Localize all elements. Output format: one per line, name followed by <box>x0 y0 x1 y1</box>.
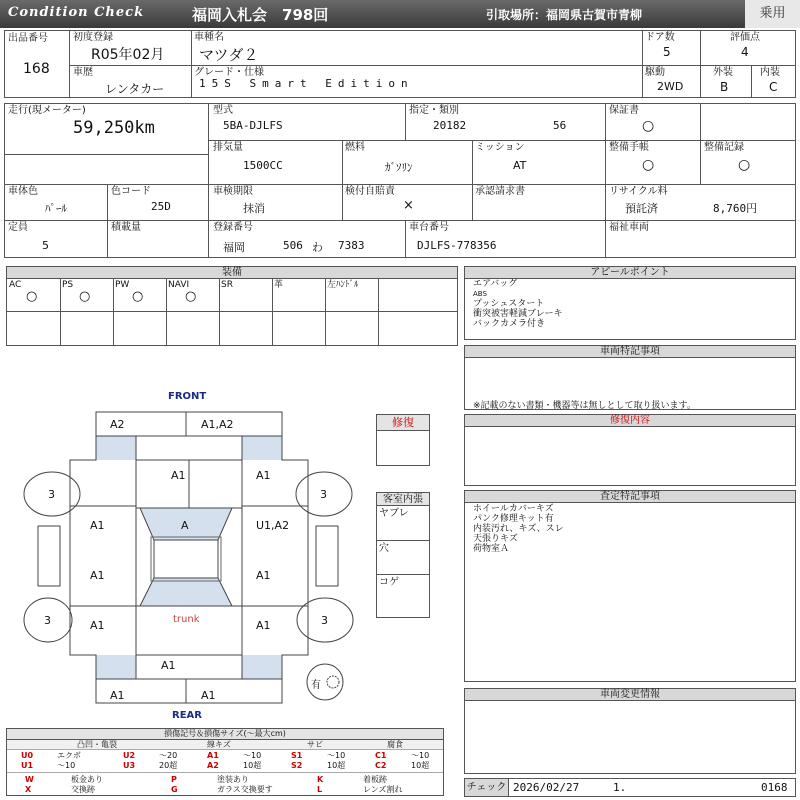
maint-book-label: 整備手帳 <box>609 142 649 153</box>
maint-book-value: ○ <box>642 157 655 173</box>
equipment-label: 革 <box>274 280 284 290</box>
legend-code: W <box>25 775 34 784</box>
chassis-value: DJLFS-778356 <box>417 239 497 252</box>
panel-roof: A <box>181 519 189 532</box>
doors-label: ドア数 <box>645 32 675 43</box>
plate-label: 登録番号 <box>213 222 253 233</box>
legend-desc: 〜10 <box>243 751 262 760</box>
legend-code: U0 <box>21 751 34 760</box>
appeal-line: バックカメラ付き <box>473 319 546 329</box>
interior-label: 内装 <box>760 67 780 78</box>
appeal-line: ABS <box>473 290 487 298</box>
capacity-label: 定員 <box>8 222 28 233</box>
rear-label: REAR <box>172 710 202 721</box>
assessment-title: 査定特記事項 <box>465 491 795 503</box>
approval-label: 承認請求書 <box>475 186 525 197</box>
warranty-label: 保証書 <box>609 105 639 116</box>
legend-code: S2 <box>291 761 303 770</box>
displacement-label: 排気量 <box>213 142 243 153</box>
displacement-value: 1500CC <box>243 159 283 172</box>
lot-number: 168 <box>23 61 50 77</box>
changes-title: 車両変更情報 <box>465 689 795 701</box>
legend-code: P <box>171 775 177 784</box>
legend-desc: 20超 <box>159 761 178 770</box>
tire-front-right: 3 <box>320 488 327 501</box>
appeal-title: アピールポイント <box>465 267 795 279</box>
legend-code: U2 <box>123 751 136 760</box>
legend-desc: 板金あり <box>71 775 103 784</box>
color-code-value: 25D <box>151 200 171 213</box>
auction-title: 福岡入札会 798回 <box>192 6 329 24</box>
assessment-line: 荷物室Ａ <box>473 544 510 554</box>
legend-title: 損傷記号＆損傷サイズ(〜最大cm) <box>7 729 443 740</box>
recycle-label: リサイクル料 <box>609 186 668 197</box>
maint-record-label: 整備記録 <box>704 142 744 153</box>
legend-desc: 10超 <box>327 761 346 770</box>
has-label: 有 <box>311 680 321 691</box>
legend-header: 凸凹・亀裂 <box>77 740 117 749</box>
legend-code: C2 <box>375 761 387 770</box>
legend-code: U1 <box>21 761 34 770</box>
equipment-label: 左ﾊﾝﾄﾞﾙ <box>327 280 359 290</box>
appeal-line: プッシュスタート <box>473 299 545 309</box>
panel-right-front: U1,A2 <box>256 519 290 532</box>
recycle-fee: 8,760円 <box>713 202 758 215</box>
model-value: マツダ２ <box>199 46 259 64</box>
equipment-title: 装備 <box>7 267 457 279</box>
legend-code: A2 <box>207 761 219 770</box>
equipment-value: ○ <box>132 289 144 304</box>
brand-title: Condition Check <box>8 5 145 20</box>
type-value: 5BA-DJLFS <box>223 119 283 132</box>
front-label: FRONT <box>168 391 207 402</box>
check-label: チェック <box>465 779 509 796</box>
equipment-label: NAVI <box>168 280 190 290</box>
legend-desc: 塗装あり <box>217 775 249 784</box>
legend-code: U3 <box>123 761 136 770</box>
capacity-value: 5 <box>42 239 49 252</box>
recycle-status: 預託済 <box>625 202 658 215</box>
appeal-line: 衝突被害軽減ブレーキ <box>473 309 563 319</box>
fuel-label: 燃料 <box>345 142 365 153</box>
trunk-label: trunk <box>173 614 200 625</box>
mileage-value: 59,250km <box>73 118 155 138</box>
panel-front-right: A1,A2 <box>201 418 234 431</box>
assessment-line: 天張りキズ <box>473 534 518 544</box>
legend-code: L <box>317 785 323 794</box>
legend-desc: 10超 <box>411 761 430 770</box>
legend-header: 線キズ <box>207 740 231 749</box>
panel-hood-right: A1 <box>256 469 271 482</box>
panel-right-rear: A1 <box>256 619 271 632</box>
plate-area: 福岡 <box>223 241 245 254</box>
special-title: 車両特記事項 <box>465 346 795 358</box>
legend-header: サビ <box>307 740 323 749</box>
exterior-value: B <box>720 80 729 94</box>
cabin-item-tear: ヤブレ <box>379 508 409 519</box>
legend-code: S1 <box>291 751 303 760</box>
pickup-location: 引取場所：福岡県古賀市青柳 <box>486 8 643 22</box>
panel-left-rear: A1 <box>90 619 105 632</box>
color-code-label: 色コード <box>111 186 151 197</box>
mission-label: ミッション <box>475 142 525 153</box>
check-num: 1. <box>613 781 627 794</box>
rating-label: 評価点 <box>730 32 760 43</box>
drive-value: 2WD <box>657 80 684 93</box>
special-note: ※記載のない書類・機器等は無しとして取り扱います。 <box>473 401 696 411</box>
legend-code: K <box>317 775 324 784</box>
load-label: 積載量 <box>111 222 141 233</box>
cabin-title: 客室内張 <box>377 493 429 506</box>
tire-rear-right: 3 <box>321 614 328 627</box>
mileage-label: 走行(現メーター) <box>8 105 86 116</box>
panel-left-mid: A1 <box>90 569 105 582</box>
grade-label: グレード・仕様 <box>194 67 264 78</box>
damage-legend <box>6 728 444 796</box>
liability-label: 検付自賠責 <box>345 186 395 197</box>
legend-desc: 〜10 <box>327 751 346 760</box>
cabin-item-burn: コゲ <box>379 577 399 588</box>
color-value: ﾊﾟｰﾙ <box>45 202 67 215</box>
legend-code: C1 <box>375 751 387 760</box>
assessment-line: 内装汚れ、キズ、スレ <box>473 524 564 534</box>
repair-title: 修復内容 <box>465 415 795 427</box>
welfare-label: 福祉車両 <box>609 222 649 233</box>
drive-label: 駆動 <box>645 67 665 78</box>
liability-value: × <box>403 198 414 213</box>
check-code: 0168 <box>761 781 788 794</box>
warranty-value: ○ <box>642 118 655 134</box>
maint-record-value: ○ <box>738 157 751 173</box>
legend-header: 腐食 <box>387 740 403 749</box>
equipment-label: AC <box>9 280 22 290</box>
inspection-value: 抹消 <box>243 202 265 215</box>
equipment-label: PW <box>115 280 130 290</box>
assessment-line: ホイールカバーキズ <box>473 504 554 514</box>
legend-code: G <box>171 785 178 794</box>
legend-desc: 10超 <box>243 761 262 770</box>
legend-code: X <box>25 785 32 794</box>
history-value: レンタカー <box>105 82 165 96</box>
history-label: 車歴 <box>73 67 93 78</box>
tire-rear-left: 3 <box>44 614 51 627</box>
legend-desc: ガラス交換要す <box>217 785 273 794</box>
type-label: 型式 <box>213 105 233 116</box>
plate-no: 7383 <box>338 239 365 252</box>
model-label: 車種名 <box>194 32 224 43</box>
equipment-value: ○ <box>185 289 197 304</box>
repair-box-label: 修復 <box>377 415 429 431</box>
equipment-label: PS <box>62 280 74 290</box>
legend-desc: レンズ割れ <box>363 785 403 794</box>
first-reg-label: 初度登録 <box>73 32 113 43</box>
panel-right-mid: A1 <box>256 569 271 582</box>
appeal-line: エアバッグ <box>473 279 518 289</box>
interior-value: C <box>769 80 778 94</box>
panel-rear-right: A1 <box>201 689 216 702</box>
assessment-line: パンク修理キット有 <box>473 514 554 524</box>
legend-code: A1 <box>207 751 219 760</box>
panel-front-left: A2 <box>110 418 125 431</box>
legend-desc: エクボ <box>57 751 81 760</box>
plate-num: 506 <box>283 239 303 252</box>
panel-rear-center: A1 <box>161 659 176 672</box>
equipment-value: ○ <box>26 289 38 304</box>
panel-hood-left: A1 <box>171 469 186 482</box>
panel-rear-left: A1 <box>110 689 125 702</box>
chassis-label: 車台番号 <box>409 222 449 233</box>
exterior-label: 外装 <box>713 67 733 78</box>
cabin-item-hole: 穴 <box>379 543 389 554</box>
inspection-label: 車検期限 <box>213 186 253 197</box>
legend-desc: 〜10 <box>57 761 76 770</box>
panel-left-front: A1 <box>90 519 105 532</box>
check-date: 2026/02/27 <box>513 781 580 794</box>
equipment-value: ○ <box>79 289 91 304</box>
first-reg-value: R05年02月 <box>91 47 165 63</box>
color-label: 車体色 <box>8 186 38 197</box>
legend-desc: 交換跡 <box>71 785 95 794</box>
grade-value: 15S Smart Edition <box>199 77 414 90</box>
equipment-label: SR <box>221 280 233 290</box>
mission-value: AT <box>513 159 527 172</box>
legend-desc: 着板跡 <box>363 775 387 784</box>
class-value: 56 <box>553 119 567 132</box>
category-badge: 乗用 <box>745 0 800 28</box>
designation-value: 20182 <box>433 119 467 132</box>
tire-front-left: 3 <box>48 488 55 501</box>
designation-label: 指定・類別 <box>409 105 459 116</box>
fuel-value: ｶﾞｿﾘﾝ <box>385 161 413 174</box>
doors-value: 5 <box>663 45 671 59</box>
plate-kana: わ <box>312 241 323 254</box>
legend-desc: 〜20 <box>159 751 178 760</box>
rating-value: 4 <box>741 45 749 59</box>
lot-label: 出品番号 <box>8 33 48 44</box>
legend-desc: 〜10 <box>411 751 430 760</box>
